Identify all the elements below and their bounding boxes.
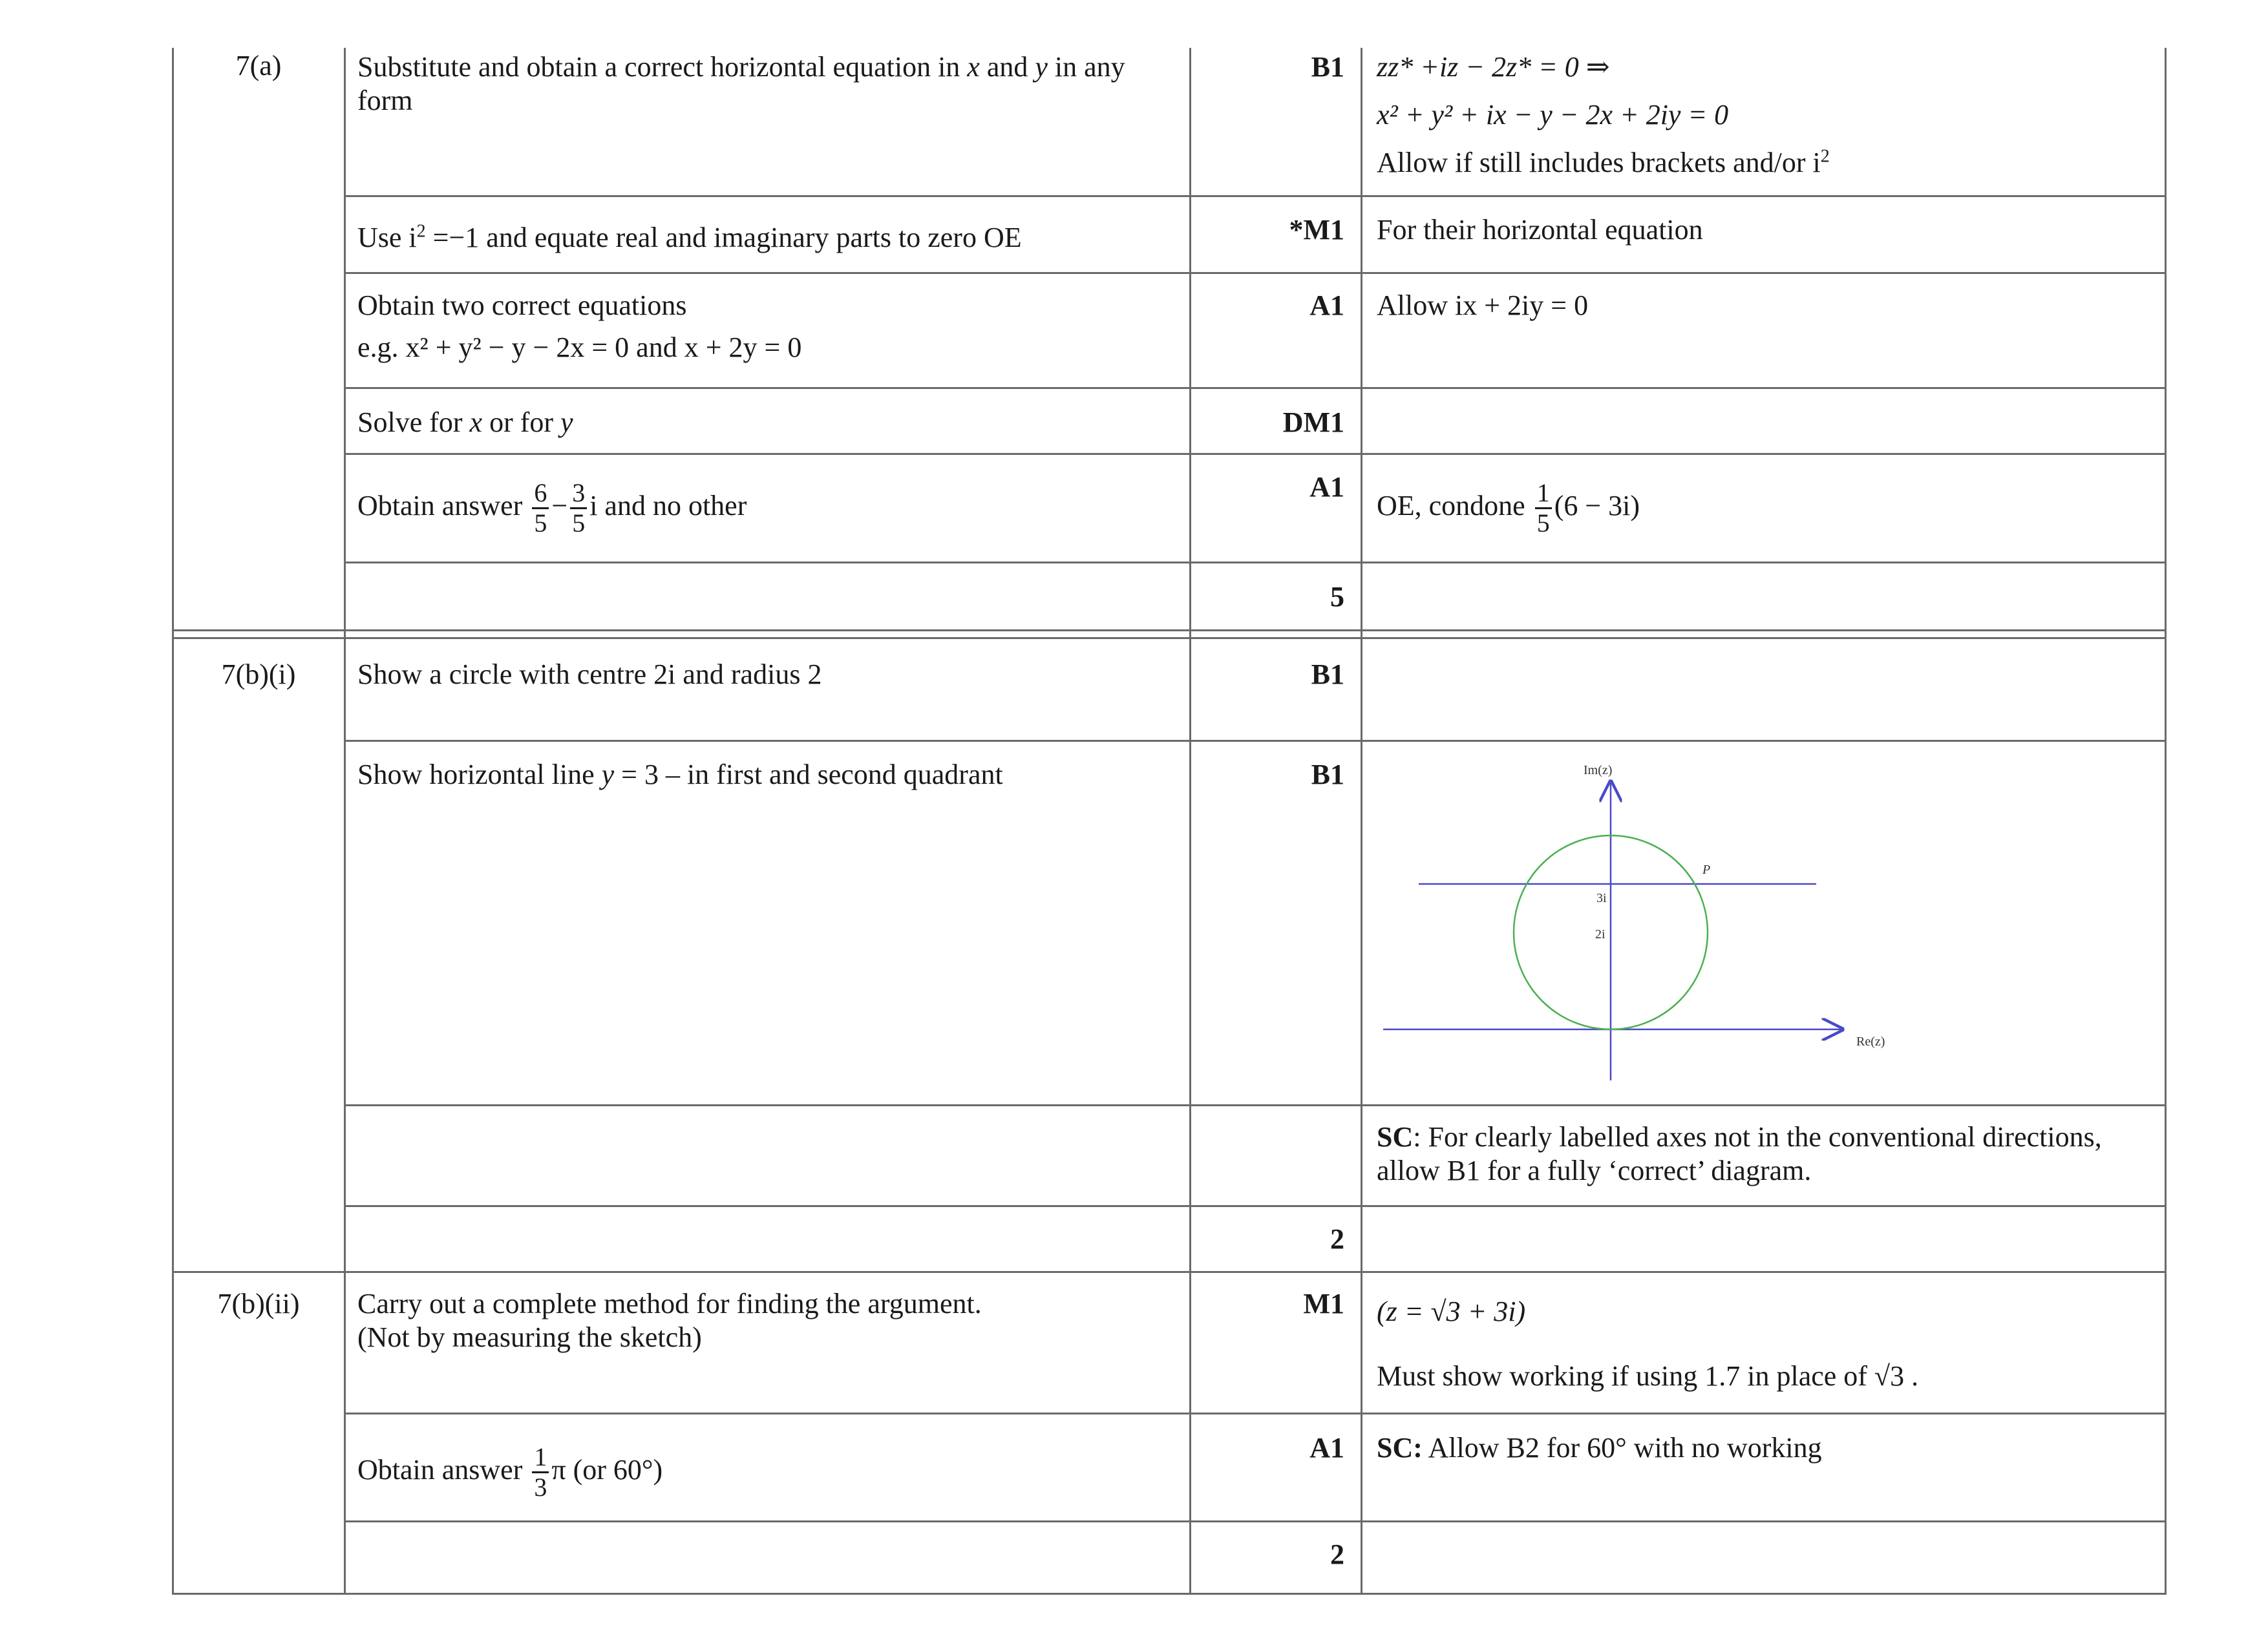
question-number: 7(a) <box>235 50 282 81</box>
question-number: 7(b)(ii) <box>217 1288 300 1319</box>
guidance-text: Use $i^2 =-1$ and equate real and imaginary parts to zero OE <box>357 221 1022 253</box>
guidance-text: Obtain two correct equations <box>357 289 687 321</box>
guidance-text: Obtain answer $\frac{1}{3}$ π (or 60°) <box>357 1442 663 1502</box>
special-case-note: allow B1 for a fully ‘correct’ diagram. <box>1377 1155 1812 1186</box>
answer-text: zz* +iz − 2z* = 0 ⇒ <box>1377 51 1610 83</box>
mark: A1 <box>1309 289 1344 321</box>
im-axis-label: Im(z) <box>1584 763 1613 777</box>
question-number: 7(b)(i) <box>221 658 296 690</box>
answer-text: Allow if still includes brackets and/or $i^2$ <box>1377 146 1830 178</box>
mark: *M1 <box>1289 214 1344 246</box>
answer-text: (z = √3 + 3i) <box>1377 1296 1526 1327</box>
argand-diagram <box>1377 750 1920 1092</box>
label-2i: 2i <box>1595 927 1606 941</box>
guidance-text: Solve for x or for y <box>357 406 573 438</box>
guidance-text: (Not by measuring the sketch) <box>357 1321 702 1353</box>
mark: M1 <box>1303 1288 1344 1319</box>
guidance-text: Substitute and obtain a correct horizontal equation in x and y in any <box>357 51 1125 83</box>
answer-text: Must show working if using 1.7 in place of √3 . <box>1377 1360 1919 1392</box>
mark: A1 <box>1309 471 1344 503</box>
fraction: $\frac{1}{3}$ <box>532 1443 549 1502</box>
mark: DM1 <box>1282 406 1344 438</box>
answer-text: OE, condone $\frac{1}{5}$ (6 − 3i) <box>1377 478 1640 538</box>
total-mark: 2 <box>1330 1223 1344 1255</box>
mark: B1 <box>1311 759 1344 790</box>
special-case-note: SC: Allow B2 for 60° with no working <box>1377 1432 1822 1464</box>
guidance-text: Carry out a complete method for finding the argument. <box>357 1288 982 1319</box>
total-mark: 5 <box>1330 581 1344 613</box>
guidance-text: Show horizontal line y = 3 – in first and second quadrant <box>357 759 1003 790</box>
answer-text: x² + y² + ix − y − 2x + 2iy = 0 <box>1377 99 1729 131</box>
guidance-text: e.g. x² + y² − y − 2x = 0 and x + 2y = 0 <box>357 331 802 363</box>
label-3i: 3i <box>1596 891 1607 905</box>
guidance-text: Obtain answer $\frac{6}{5}$ − $\frac{3}{5}$ i and no other <box>357 478 747 538</box>
fraction: $\frac{3}{5}$ <box>570 479 587 538</box>
total-mark: 2 <box>1330 1539 1344 1570</box>
fraction: $\frac{1}{5}$ <box>1535 479 1552 538</box>
point-p-label: P <box>1702 863 1711 877</box>
mark: B1 <box>1311 658 1344 690</box>
mark: B1 <box>1311 51 1344 83</box>
fraction: $\frac{6}{5}$ <box>532 479 549 538</box>
mark: A1 <box>1309 1432 1344 1464</box>
answer-text: Allow ix + 2iy = 0 <box>1377 289 1589 321</box>
guidance-text: form <box>357 85 413 116</box>
guidance-text: Show a circle with centre 2i and radius 2 <box>357 658 822 690</box>
special-case-note: SC: For clearly labelled axes not in the conventional directions, <box>1377 1121 2102 1153</box>
re-axis-label: Re(z) <box>1856 1035 1885 1049</box>
answer-text: For their horizontal equation <box>1377 214 1703 246</box>
